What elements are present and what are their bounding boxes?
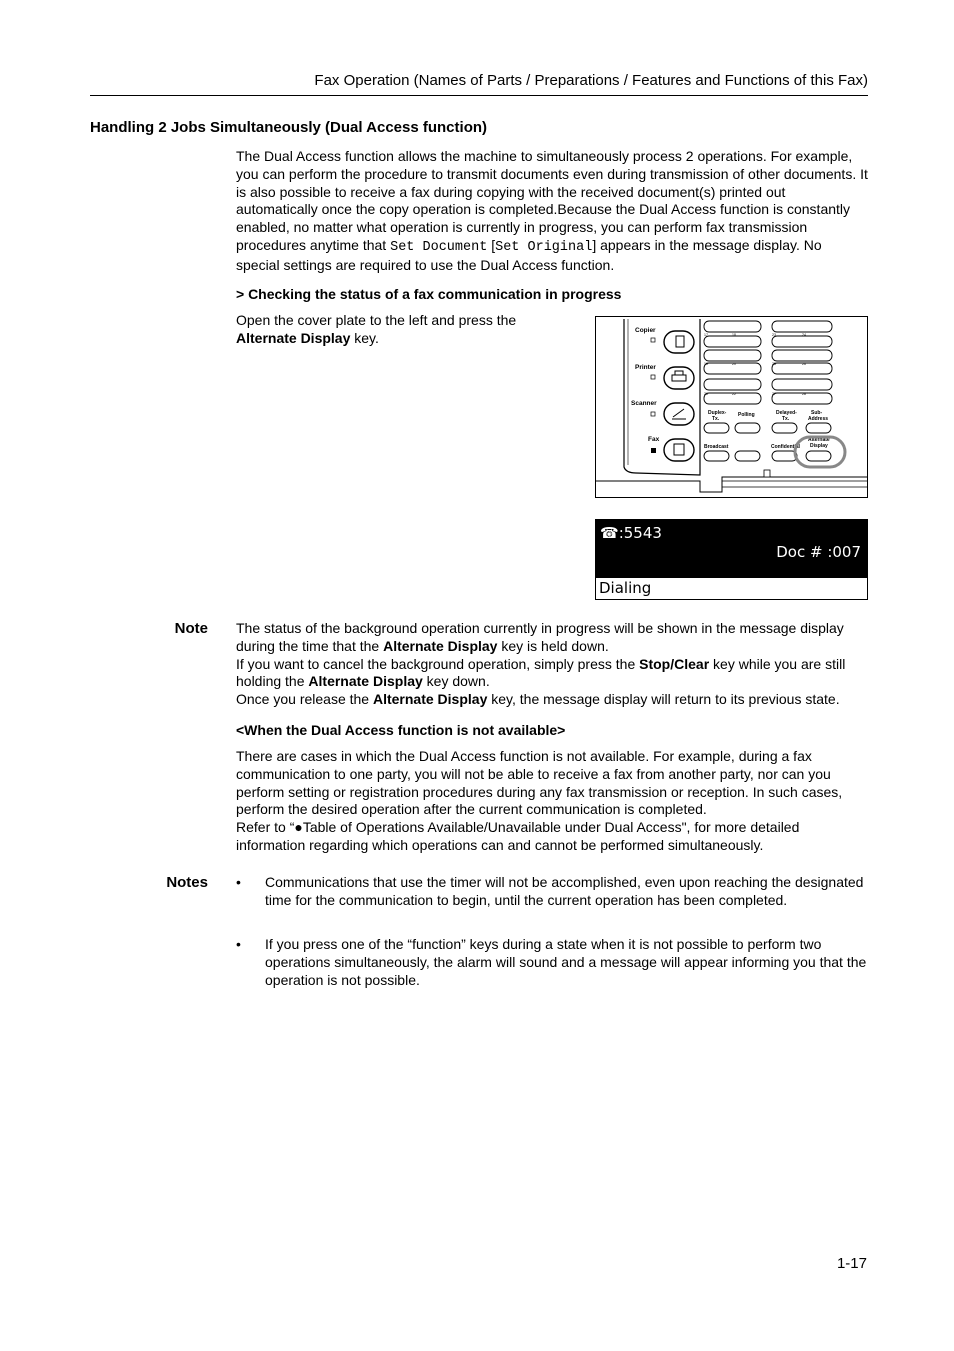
copier-lamp	[651, 338, 655, 342]
document-number: Doc # :007	[776, 543, 861, 561]
intro-text-2: ] appears in the message display. No special settings are required to use the Dual Access function.	[236, 236, 822, 273]
scanner-label: Scanner	[631, 400, 657, 407]
phone-line	[600, 524, 662, 542]
intro-paragraph	[236, 148, 868, 275]
fax-key[interactable]	[648, 436, 694, 461]
confidential-label: Confidential	[771, 444, 800, 450]
delayed-tx-label: Tx.	[782, 416, 790, 422]
fax-label: Fax	[648, 436, 660, 443]
scanner-lamp	[651, 412, 655, 416]
key-number: 19	[704, 362, 708, 366]
page-number: 1-17	[836, 1255, 867, 1272]
note-text-span: key while you are still holding the	[236, 655, 846, 690]
key-number: 20	[732, 362, 736, 366]
printer-lamp	[651, 375, 655, 379]
note-text-span: Once you release the	[236, 691, 373, 708]
key-number: 27	[772, 392, 776, 396]
check-text-b: key.	[350, 329, 379, 346]
key-number: 28	[802, 392, 806, 396]
intro-text-1: The Dual Access function allows the machine to simultaneously process 2 operations. For example, you can perform the procedure to transmit documents even during transmission of other documents. It is also possible to receive a fax during copying with the received document(s) printed out automatically once the copy operation is completed.Because the Dual Access function is constantly enabled, no matter what operation is currently in progress, you can perform fax transmission procedures anytime that	[236, 148, 868, 253]
notes-item: If you press one of the “function” keys during a state when it is not possible to perform two operations simultaneously, the alarm will sound and a message will appear informing you that the operation is not possible.	[265, 936, 867, 988]
delayed-tx-label: Delayed-	[776, 410, 797, 416]
bullet-dot-icon: ●	[294, 819, 303, 836]
bullet-icon: •	[236, 936, 241, 952]
note-text-span: key down.	[422, 673, 490, 690]
duplex-tx-label: Tx.	[712, 416, 720, 422]
section-title: Handling 2 Jobs Simultaneously (Dual Access function)	[90, 119, 488, 136]
telephone-icon: ☎	[600, 524, 619, 542]
key-number: 25	[772, 362, 776, 366]
note-label: Note	[174, 620, 208, 637]
bullet-icon: •	[236, 874, 241, 890]
stop-clear-key-name: Stop/Clear	[639, 655, 710, 672]
one-touch-keys	[704, 321, 832, 404]
check-text-a: Open the cover plate to the left and press the	[236, 312, 517, 328]
reference-text: Table of Operations Available/Unavailable under Dual Access", for more detailed information regarding which operations can and cannot be performed simultaneously.	[236, 819, 800, 853]
display-status: Dialing	[596, 578, 867, 599]
notes-label: Notes	[166, 874, 208, 891]
key-number: 23	[772, 333, 776, 337]
reference-text: Refer to “	[236, 819, 295, 836]
note-line-1	[236, 620, 868, 656]
intro-bracket: [	[487, 236, 496, 253]
key-number: 22	[732, 392, 736, 396]
key-number: 26	[802, 362, 806, 366]
check-status-text	[236, 312, 536, 348]
scanner-key[interactable]	[631, 400, 694, 425]
notes-item: Communications that use the timer will not be accomplished, even upon reaching the designated time for the communication to begin, until the current operation has been completed.	[265, 874, 864, 908]
check-status-heading: > Checking the status of a fax communication in progress	[236, 286, 622, 302]
note-line-2	[236, 656, 868, 692]
alternate-display-key-name: Alternate Display	[236, 329, 351, 346]
set-original-message: Set Original	[495, 239, 593, 255]
key-number: 24	[802, 333, 806, 337]
printer-key[interactable]	[635, 364, 694, 389]
unavailable-heading: <When the Dual Access function is not available>	[236, 722, 566, 738]
panel-drawing	[596, 317, 867, 497]
alternate-display-key-name: Alternate Display	[308, 673, 423, 690]
note-line-3	[236, 691, 868, 709]
alternate-display-key-name: Alternate Display	[383, 637, 498, 654]
duplex-tx-label: Duplex-	[708, 410, 727, 416]
page-header: Fax Operation (Names of Parts / Preparations / Features and Functions of this Fax)	[90, 72, 868, 96]
alternate-display-label: Display	[810, 443, 828, 449]
copier-label: Copier	[635, 327, 656, 334]
printer-label: Printer	[635, 364, 656, 371]
message-display	[595, 519, 868, 600]
sub-address-label: Sub-	[811, 410, 823, 416]
alternate-display-key-name: Alternate Display	[372, 691, 488, 708]
note-text-span: The status of the background operation currently in progress will be shown in the message display during the time that the	[236, 620, 844, 654]
sub-address-label: Address	[808, 416, 829, 422]
operation-panel-illustration	[595, 316, 868, 498]
broadcast-label: Broadcast	[704, 444, 729, 450]
note-text-span: If you want to cancel the background operation, simply press the	[236, 655, 640, 672]
copier-key[interactable]	[635, 327, 694, 353]
key-number: 17	[704, 333, 708, 337]
phone-number: :5543	[618, 524, 662, 542]
alternate-display-key[interactable]	[806, 451, 831, 461]
key-number: 18	[732, 333, 736, 337]
alternate-display-label: Alternate	[808, 437, 830, 443]
unavailable-reference	[236, 819, 868, 855]
note-text-span: key is held down.	[497, 637, 609, 654]
note-text	[236, 620, 868, 709]
note-text-span: key, the message display will return to its previous state.	[487, 691, 840, 708]
unavailable-text	[236, 748, 868, 855]
polling-label: Polling	[738, 412, 755, 418]
unavailable-paragraph: There are cases in which the Dual Access function is not available. For example, during a fax communication to one party, you will not be able to receive a fax from another party, nor can you perform setting or registration procedures during any fax transmission or reception. In such cases, perform the desired operation after the current communication is completed.	[236, 748, 843, 818]
set-document-message: Set Document	[390, 239, 488, 255]
key-number: 21	[704, 392, 708, 396]
fax-lamp	[651, 448, 656, 453]
